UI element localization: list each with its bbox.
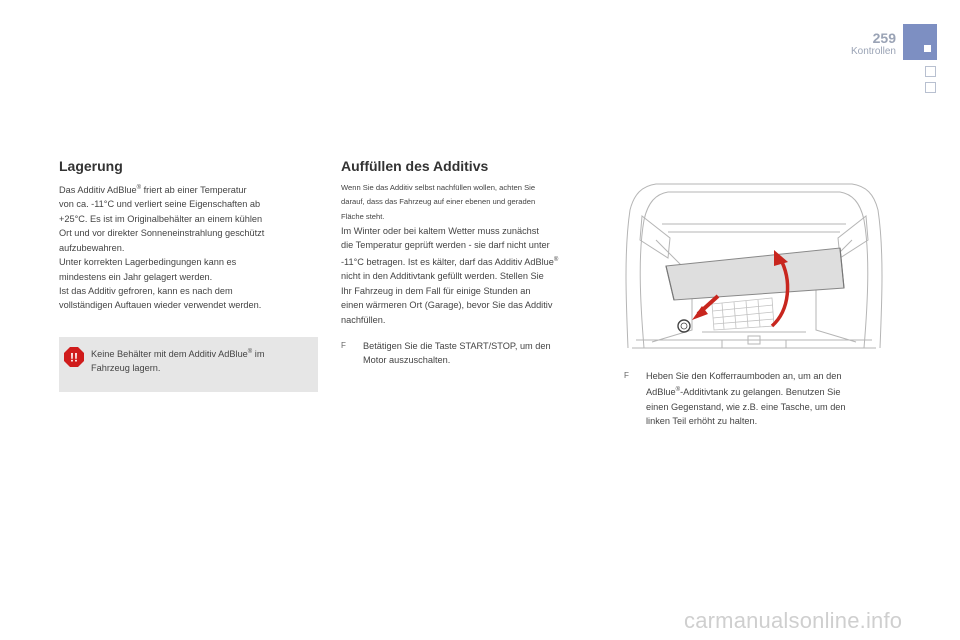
refill-heading: Auffüllen des Additivs xyxy=(341,158,489,174)
section-title: Kontrollen xyxy=(850,46,896,57)
warning-icon xyxy=(64,347,84,367)
svg-text:!!: !! xyxy=(70,350,78,365)
chapter-box-1 xyxy=(925,66,936,77)
refill-text: Im Winter oder bei kaltem Wetter muss zunächst die Temperatur geprüft werden - sie darf nicht unter -11°C betragen. Ist es kälter, darf das Additiv AdBlue® nicht in den Additivtank gefüllt werden. Stellen Sie Ihr Fahrzeug in dem Fall für einige Stunden an einen wärmeren Ort (Garage), bevor Sie das Additiv nachfüllen. xyxy=(341,226,559,325)
watermark: carmanualsonline.info xyxy=(684,608,903,633)
note-text: Keine Behälter mit dem Additiv AdBlue® im Fahrzeug lagern. xyxy=(91,349,265,374)
chapter-tab-marker xyxy=(924,45,931,52)
page-number: 259 xyxy=(872,30,896,46)
lagerung-text: Das Additiv AdBlue® friert ab einer Temperatur von ca. -11°C und verliert seine Eigenschaften ab +25°C. Es ist im Originalbehälter an einem kühlen Ort und vor direkter Sonneneinstrahlung geschützt aufzubewahren. Unter korrekten Lagerbedingungen kann es mindestens ein Jahr gelagert werden. Ist das Additiv gefroren, kann es nach dem vollständigen Auftauen wieder verwendet werden. xyxy=(59,185,265,311)
lagerung-heading: Lagerung xyxy=(59,158,123,174)
instruction-step-2: F Heben Sie den Kofferraumboden an, um an den AdBlue®-Additivtank zu gelangen. Benutzen Sie einen Gegenstand, wie z.B. eine Tasche, um den linken Teil erhöht zu halten. xyxy=(624,371,846,427)
bullet-icon: F xyxy=(624,371,629,380)
trunk-illustration xyxy=(622,180,886,356)
instruction-step-1: F Betätigen Sie die Taste START/STOP, um den Motor auszuschalten. xyxy=(341,341,551,366)
refill-intro: Wenn Sie das Additiv selbst nachfüllen wollen, achten Sie darauf, dass das Fahrzeug auf einer ebenen und geraden Fläche steht. xyxy=(341,183,536,221)
bullet-icon: F xyxy=(341,341,346,350)
chapter-box-2 xyxy=(925,82,936,93)
chapter-tab xyxy=(903,24,937,60)
